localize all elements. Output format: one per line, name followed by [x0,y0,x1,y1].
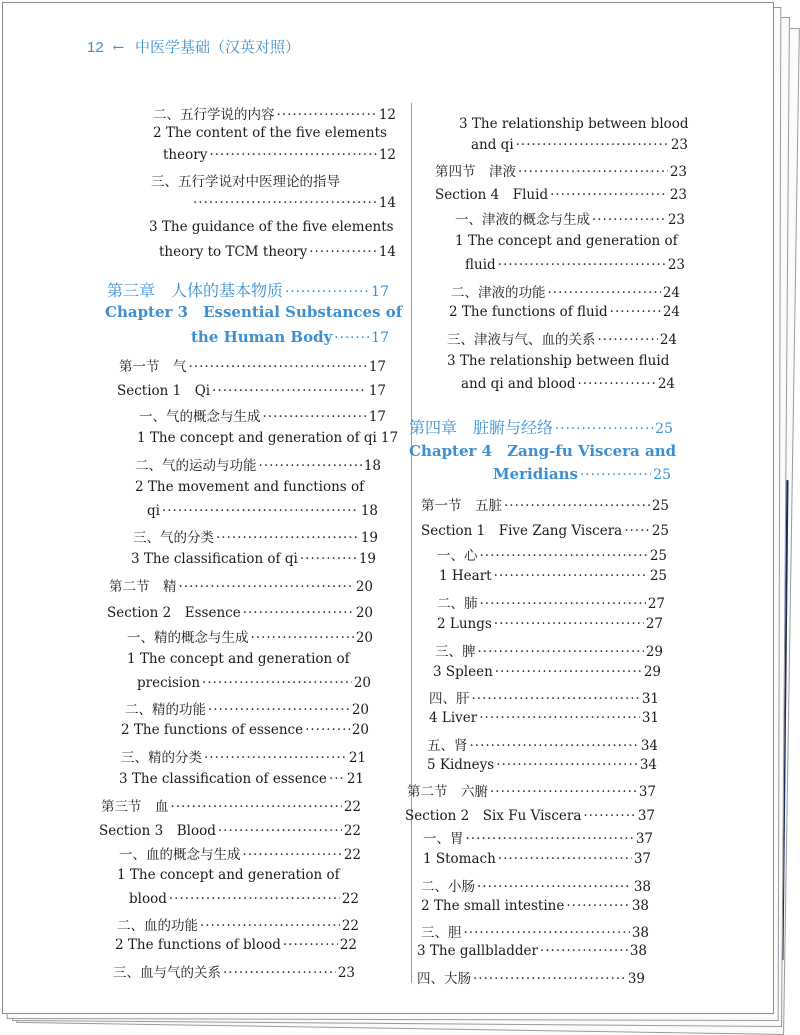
toc-entry-title: 2 The functions of blood [115,937,281,953]
dot-leader [550,187,668,203]
toc-entry-page: 31 [641,710,659,726]
toc-entry[interactable] [105,301,402,322]
toc-entry[interactable] [421,875,651,895]
dot-leader [577,376,655,392]
toc-entry-title: 三、五行学说对中医理论的指导 [151,174,340,190]
dot-leader [193,195,377,211]
toc-entry[interactable] [435,183,687,203]
toc-entry[interactable] [471,137,688,153]
toc-entry[interactable] [423,851,651,867]
toc-entry-title: 二、小肠 [421,879,475,895]
toc-entry-page: 19 [358,551,376,567]
toc-entry[interactable] [137,675,371,691]
toc-entry[interactable] [447,328,677,348]
toc-entry[interactable] [451,281,680,301]
toc-entry-page: 20 [355,630,373,646]
column-divider [411,103,412,983]
toc-entry-title: 二、气的运动与功能 [135,458,257,474]
toc-entry[interactable] [133,526,378,546]
toc-entry-title: 三、血与气的关系 [113,965,221,981]
toc-entry-title: 第一节 气 [119,359,187,375]
toc-entry-title: 第二节 六腑 [407,784,488,800]
dot-leader [470,738,639,754]
toc-entry-page: 22 [339,937,357,953]
dot-leader [216,530,359,546]
toc-entry-title: 五、肾 [427,738,468,754]
toc-entry-title: 一、气的概念与生成 [139,409,261,425]
toc-entry-title: 一、血的概念与生成 [119,847,241,863]
toc-entry-page: 25 [653,467,671,483]
dot-leader [583,808,635,824]
toc-entry-page: 18 [363,458,381,474]
toc-entry-title: 三、精的分类 [121,750,202,766]
toc-entry[interactable] [435,640,663,660]
toc-entry[interactable] [461,376,675,392]
dot-leader [223,965,336,981]
toc-entry-title: 三、津液与气、血的关系 [447,332,596,348]
dot-leader [472,691,640,707]
toc-entry-title: the Human Body [191,328,333,346]
toc-entry[interactable] [149,219,394,235]
toc-entry-title: 3 The gallbladder [417,943,538,959]
toc-entry[interactable] [137,430,399,446]
toc-entry-title: 二、肺 [437,596,478,612]
toc-entry-title: 4 Liver [429,710,478,726]
toc-entry-title: Section 2 Six Fu Viscera [405,808,582,824]
dot-leader [202,675,352,691]
toc-entry[interactable] [409,415,673,438]
toc-entry-page: 34 [639,757,657,773]
toc-entry-page: 38 [631,898,649,914]
toc-entry-title: 1 The concept and generation of qi [137,430,377,446]
running-header [87,36,300,57]
toc-entry-page: 23 [669,164,687,180]
toc-entry-title: 3 The classification of qi [131,551,298,567]
toc-entry-page: 17 [368,409,386,425]
toc-entry-page: 14 [378,195,396,211]
toc-entry[interactable] [151,170,340,190]
toc-entry[interactable] [437,544,667,564]
toc-entry-title: 一、心 [437,548,478,564]
toc-entry-title: and qi [471,137,514,153]
dot-leader [464,925,630,941]
toc-entry[interactable] [117,379,386,399]
page-number: 12 [87,39,104,56]
back-arrow-icon: ← [112,40,125,56]
toc-entry[interactable] [117,914,359,934]
dot-leader [162,503,359,519]
dot-leader [610,304,661,320]
toc-entry-title: 3 The relationship between fluid [447,353,670,369]
toc-entry-title: 二、津液的功能 [451,285,546,301]
dot-leader [218,823,342,839]
dot-leader [478,644,644,660]
toc-entry[interactable] [465,257,685,273]
dot-leader [259,458,362,474]
toc-entry-page: 21 [346,771,364,787]
toc-entry[interactable] [109,575,373,595]
toc-entry-title: 2 Lungs [437,616,492,632]
toc-entry[interactable] [119,843,361,863]
toc-entry-page: 20 [351,722,369,738]
toc-entry-page: 23 [669,187,687,203]
dot-leader [263,409,367,425]
toc-entry-page: 19 [360,530,378,546]
toc-entry-title: 5 Kidneys [427,757,495,773]
toc-entry[interactable] [437,616,663,632]
toc-entry-title: 3 Spleen [433,664,493,680]
dot-leader [540,943,628,959]
toc-entry[interactable] [121,746,366,766]
toc-entry[interactable] [447,353,669,369]
toc-entry[interactable] [421,494,669,514]
toc-entry[interactable] [125,698,369,718]
dot-leader [473,971,626,987]
toc-entry[interactable] [449,304,680,320]
toc-entry-title: 第一节 五脏 [421,498,502,514]
toc-entry-page: 23 [667,257,685,273]
toc-entry-title: 1 Heart [439,568,492,584]
toc-entry-title: Section 1 Qi [117,383,211,399]
toc-entry-title: Chapter 4 Zang-fu Viscera and [409,442,677,460]
toc-entry-page: 27 [645,616,663,632]
toc-entry-title: theory to TCM theory [159,244,308,260]
toc-entry-page: 17 [380,430,399,446]
toc-entry-page: 24 [657,376,675,392]
toc-entry[interactable] [417,967,645,987]
dot-leader [189,359,367,375]
dot-leader [179,579,354,595]
dot-leader [243,605,354,621]
toc-entry-page: 25 [655,421,673,437]
toc-entry-title: theory [163,147,208,163]
dot-leader [466,831,634,847]
dot-leader [477,879,632,895]
toc-entry[interactable] [455,208,685,228]
toc-entry-page: 20 [355,605,373,621]
toc-entry[interactable] [421,898,649,914]
toc-entry[interactable] [435,160,687,180]
toc-entry[interactable] [163,147,396,163]
toc-entry[interactable] [423,827,653,847]
toc-entry-page: 31 [641,691,659,707]
toc-entry-page: 24 [659,332,677,348]
dot-leader [490,784,637,800]
toc-entry-title: Section 3 Blood [99,823,216,839]
dot-leader [329,771,345,787]
toc-entry[interactable] [101,795,361,815]
toc-entry-title: 2 The movement and functions of [135,479,365,495]
dot-leader [309,244,377,260]
dot-leader [580,467,651,483]
toc-entry-title: blood [129,891,167,907]
toc-entry-title: 3 The relationship between blood [459,116,689,132]
dot-leader [498,851,632,867]
toc-entry[interactable] [459,116,689,132]
toc-entry-page: 18 [360,503,378,519]
dot-leader [624,523,650,539]
toc-entry-page: 20 [353,675,371,691]
toc-entry[interactable] [115,937,357,953]
dot-leader [300,551,357,567]
toc-entry-page: 39 [627,971,645,987]
dot-leader [169,891,340,907]
toc-entry-title: 四、肝 [429,691,470,707]
toc-entry-page: 25 [651,523,669,539]
toc-entry-page: 37 [638,784,656,800]
toc-entry-title: 1 Stomach [423,851,496,867]
toc-entry[interactable] [427,734,658,754]
book-title: 中医学基础（汉英对照） [134,38,300,56]
toc-entry[interactable] [153,103,396,123]
toc-entry-title: 二、精的功能 [125,702,206,718]
toc-entry-title: and qi and blood [461,376,576,392]
dot-leader [494,568,648,584]
toc-entry[interactable] [437,592,665,612]
toc-entry[interactable] [127,626,373,646]
toc-entry[interactable] [427,757,657,773]
toc-entry[interactable] [421,921,649,941]
toc-entry[interactable] [421,519,669,539]
toc-page [2,2,774,1014]
toc-entry[interactable] [417,943,647,959]
toc-entry-page: 23 [670,137,688,153]
toc-entry-title: Section 4 Fluid [435,187,549,203]
dot-leader [504,498,650,514]
dot-leader [494,616,644,632]
toc-entry[interactable] [107,278,389,301]
toc-entry-title: 一、精的概念与生成 [127,630,249,646]
toc-entry[interactable] [153,125,387,141]
toc-entry[interactable] [405,804,655,824]
toc-entry-title: 三、气的分类 [133,530,214,546]
toc-entry[interactable] [99,819,361,839]
dot-leader [496,757,638,773]
dot-leader [171,799,342,815]
toc-entry-title: 二、血的功能 [117,918,198,934]
dot-leader [566,898,629,914]
toc-entry-page: 37 [633,851,651,867]
toc-entry[interactable] [113,961,355,981]
toc-entry[interactable] [135,454,381,474]
dot-leader [204,750,347,766]
toc-entry-page: 23 [667,212,685,228]
toc-entry[interactable] [131,551,376,567]
toc-entry-title: 一、胃 [423,831,464,847]
toc-entry[interactable] [119,355,386,375]
toc-entry-page: 22 [343,799,361,815]
toc-entry-page: 37 [637,808,655,824]
dot-leader [592,212,666,228]
dot-leader [209,147,376,163]
toc-entry-title: qi [147,503,160,519]
dot-leader [285,284,369,300]
toc-entry-title: precision [137,675,201,691]
toc-entry-title: 第二节 精 [109,579,177,595]
toc-entry-page: 37 [635,831,653,847]
toc-entry[interactable] [119,771,364,787]
toc-entry-title: 第四章 脏腑与经络 [409,418,554,437]
dot-leader [480,596,646,612]
toc-entry-title: Section 2 Essence [107,605,241,621]
toc-entry-title: Meridians [493,465,579,483]
toc-entry-page: 25 [649,548,667,564]
toc-entry-title: 三、脾 [435,644,476,660]
toc-entry-page: 23 [337,965,355,981]
toc-entry-page: 22 [343,847,361,863]
toc-entry-page: 38 [631,925,649,941]
toc-entry-page: 22 [341,918,359,934]
toc-entry[interactable] [121,722,369,738]
dot-leader [305,722,350,738]
toc-entry-title: 一、津液的概念与生成 [455,212,590,228]
toc-entry-page: 21 [348,750,366,766]
toc-entry[interactable] [135,479,364,495]
toc-entry-page: 25 [649,568,667,584]
toc-entry[interactable] [409,440,676,461]
dot-leader [480,548,648,564]
toc-entry-page: 25 [651,498,669,514]
toc-entry-title: Section 1 Five Zang Viscera [421,523,623,539]
toc-entry-page: 17 [371,284,389,300]
toc-entry-title: 2 The functions of essence [121,722,304,738]
toc-entry-page: 34 [640,738,658,754]
toc-entry-title: 2 The functions of fluid [449,304,608,320]
toc-entry[interactable] [429,687,659,707]
toc-entry[interactable] [159,244,396,260]
dot-leader [200,918,340,934]
dot-leader [498,257,666,273]
toc-entry-page: 22 [343,823,361,839]
dot-leader [548,285,661,301]
dot-leader [283,937,338,953]
toc-entry-title: Chapter 3 Essential Substances of [105,303,403,321]
toc-entry[interactable] [407,780,656,800]
toc-entry[interactable] [117,867,340,883]
toc-entry-title: 第三节 血 [101,799,169,815]
dot-leader [518,164,668,180]
dot-leader [598,332,658,348]
toc-entry-title: 1 The concept and generation of [455,233,678,249]
toc-entry[interactable] [139,405,386,425]
toc-entry-title: fluid [465,257,496,273]
toc-entry-page: 38 [629,943,647,959]
dot-leader [251,630,354,646]
toc-entry-page: 14 [378,244,396,260]
toc-entry-page: 24 [662,285,680,301]
toc-entry-page: 12 [378,147,396,163]
dot-leader [243,847,342,863]
toc-entry-title: 四、大肠 [417,971,471,987]
toc-entry-title: 1 The concept and generation of [117,867,340,883]
toc-entry-page: 29 [643,664,661,680]
toc-entry-page: 24 [662,304,680,320]
toc-entry-page: 17 [371,330,389,346]
toc-entry-title: 2 The small intestine [421,898,565,914]
toc-entry-title: 1 The concept and generation of [127,651,350,667]
dot-leader [516,137,669,153]
dot-leader [277,107,377,123]
toc-entry-title: 3 The classification of essence [119,771,327,787]
toc-entry[interactable] [439,568,667,584]
toc-entry-page: 17 [368,383,386,399]
dot-leader [334,330,369,346]
toc-entry[interactable] [433,664,661,680]
toc-entry-page: 17 [368,359,386,375]
toc-entry[interactable] [129,891,359,907]
toc-entry[interactable] [107,601,373,621]
toc-entry-title: 二、五行学说的内容 [153,107,275,123]
dot-leader [208,702,350,718]
toc-entry[interactable] [127,651,350,667]
toc-entry[interactable] [147,503,378,519]
toc-entry-title: 2 The content of the five elements [153,125,387,141]
toc-entry[interactable] [191,195,396,211]
toc-entry-page: 29 [645,644,663,660]
toc-entry-page: 20 [351,702,369,718]
toc-entry-page: 22 [341,891,359,907]
toc-entry-title: 第四节 津液 [435,164,516,180]
dot-leader [495,664,642,680]
toc-entry-page: 12 [378,107,396,123]
toc-entry-page: 20 [355,579,373,595]
dot-leader [212,383,367,399]
toc-entry[interactable] [493,465,671,483]
toc-entry-page: 27 [647,596,665,612]
toc-entry-title: 第三章 人体的基本物质 [107,281,284,300]
toc-entry[interactable] [429,710,659,726]
toc-entry[interactable] [191,328,389,346]
toc-entry-title: 3 The guidance of the five elements [149,219,394,235]
dot-leader [555,421,653,437]
dot-leader [479,710,640,726]
toc-entry-title: 三、胆 [421,925,462,941]
toc-entry[interactable] [455,233,678,249]
toc-entry-page: 38 [633,879,651,895]
